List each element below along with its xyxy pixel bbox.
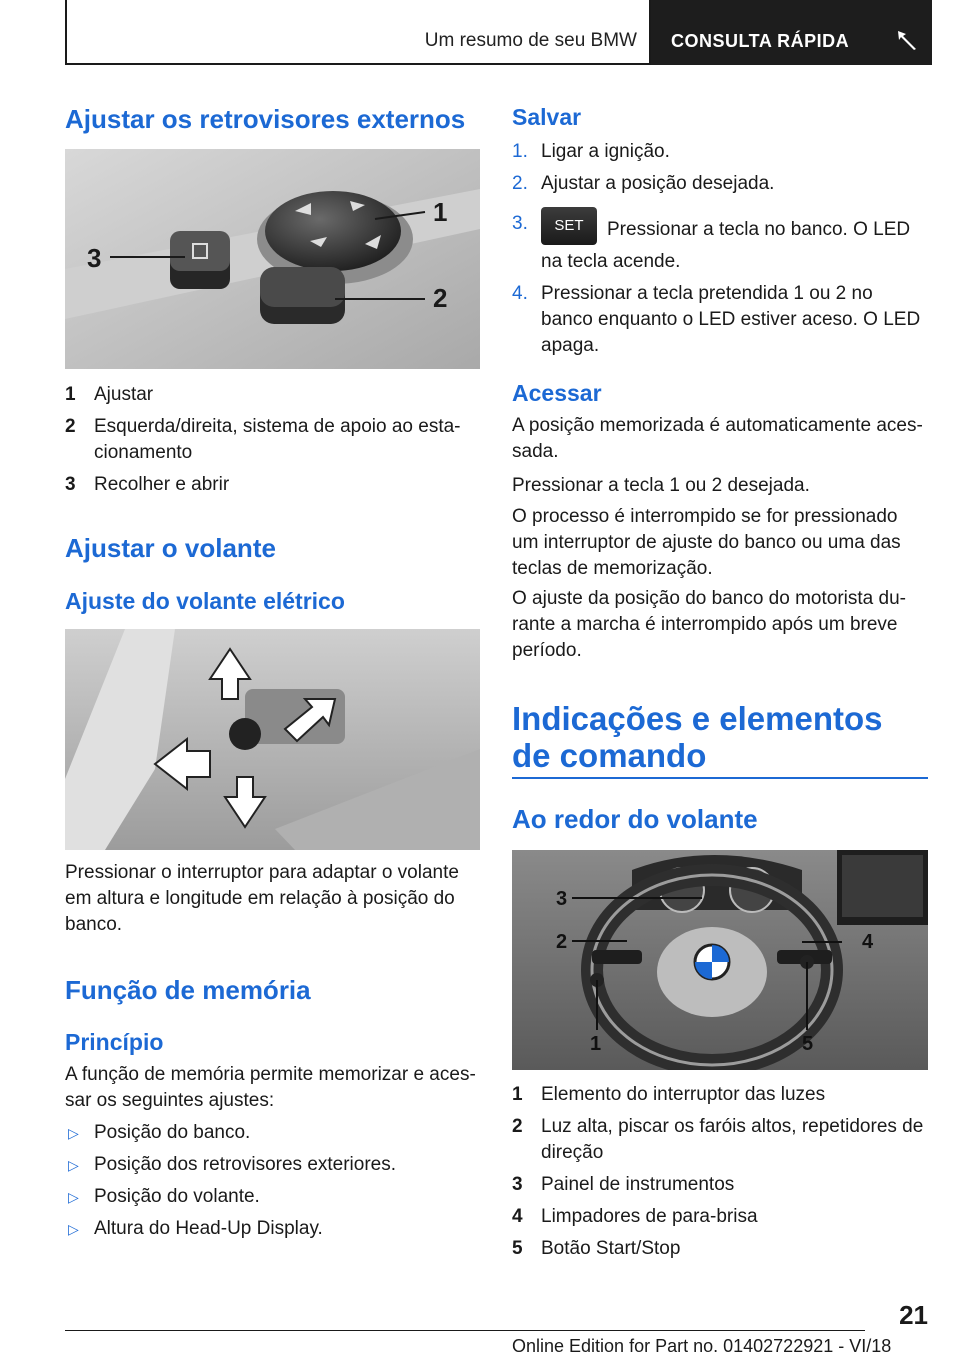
callout-1: 1 <box>433 197 448 227</box>
wheel-description: Pressionar o interruptor para adaptar o volante em altura e longitude em relação à posição do banco. <box>65 862 459 935</box>
cockpit-photo <box>512 850 928 1070</box>
callout-1: 1 <box>590 1033 602 1055</box>
list-item: 2 Esquerda/direita, sistema de apoio ao esta- cionamento <box>65 416 461 463</box>
page-number: 21 <box>899 1300 928 1330</box>
list-item: ▷ Posição do volante. <box>65 1184 480 1210</box>
memory-heading: Função de memória <box>65 975 311 1005</box>
access-paragraph: O processo é interrompido se for pressionado um interruptor de ajuste do banco ou uma das teclas de memorização. <box>512 506 901 579</box>
list-item: ▷ Posição do banco. <box>65 1120 480 1146</box>
wheel-subheading: Ajuste do volante elétrico <box>65 588 345 614</box>
controls-legend-list <box>512 1082 928 1268</box>
bullet-triangle-icon: ▷ <box>68 1189 79 1205</box>
set-key-icon: SET <box>541 207 597 245</box>
access-paragraph: O ajuste da posição do banco do motorista du- rante a marcha é interrompido após um breve período. <box>512 588 906 661</box>
heading-divider <box>512 777 928 779</box>
access-paragraph: Pressionar a tecla 1 ou 2 desejada. <box>512 475 810 496</box>
callout-2: 2 <box>556 931 568 953</box>
list-item: 4. Pressionar a tecla pretendida 1 ou 2 no banco enquanto o LED estiver aceso. O LED apaga. <box>512 283 921 356</box>
bullet-triangle-icon: ▷ <box>68 1157 79 1173</box>
header-chapter <box>67 0 651 65</box>
save-heading: Salvar <box>512 104 582 130</box>
chapter-title: Um resumo de seu BMW <box>424 30 637 51</box>
list-item: 2. Ajustar a posição desejada. <box>512 173 775 194</box>
access-paragraph: A posição memorizada é automaticamente aces- sada. <box>512 415 923 462</box>
footer-edition: Online Edition for Part no. 01402722921 - VI/18 <box>512 1336 892 1356</box>
steering-switch-photo <box>65 629 480 850</box>
list-item: 3 Painel de instrumentos <box>512 1174 735 1195</box>
mirror-switch-photo <box>65 149 480 369</box>
mirror-legend-list <box>65 382 480 504</box>
list-item: 1. Ligar a ignição. <box>512 141 670 162</box>
memory-bullet-list <box>65 1120 480 1248</box>
list-item: 3. SET Pressionar a tecla no banco. O LED na tecla acende. <box>512 211 928 275</box>
bullet-triangle-icon: ▷ <box>68 1125 79 1141</box>
callout-3: 3 <box>87 243 102 273</box>
list-item: 2 Luz alta, piscar os faróis altos, repetidores de direção <box>512 1116 924 1163</box>
list-item: 3 Recolher e abrir <box>65 474 230 495</box>
principle-heading: Princípio <box>65 1029 164 1055</box>
callout-3: 3 <box>556 888 568 910</box>
callout-5: 5 <box>802 1033 814 1055</box>
list-item: 5 Botão Start/Stop <box>512 1238 681 1259</box>
principle-text: A função de memória permite memorizar e aces- sar os seguintes ajustes: <box>65 1064 476 1111</box>
mirrors-heading: Ajustar os retrovisores externos <box>65 104 466 134</box>
steering-area-heading: Ao redor do volante <box>512 804 758 834</box>
callout-2: 2 <box>433 283 448 313</box>
bullet-triangle-icon: ▷ <box>68 1221 79 1237</box>
wheel-heading: Ajustar o volante <box>65 533 276 563</box>
section-title: CONSULTA RÁPIDA <box>671 31 850 51</box>
page-header <box>65 0 932 65</box>
list-item: ▷ Altura do Head-Up Display. <box>65 1216 480 1242</box>
callout-4: 4 <box>862 931 874 953</box>
list-item: ▷ Posição dos retrovisores exteriores. <box>65 1152 480 1178</box>
footer-divider <box>65 1330 865 1331</box>
save-steps-list <box>512 139 928 359</box>
list-item: 4 Limpadores de para-brisa <box>512 1206 758 1227</box>
quick-reference-icon <box>896 29 918 51</box>
list-item: 1 Ajustar <box>65 384 154 405</box>
header-section-tab <box>651 0 932 65</box>
list-item: 1 Elemento do interruptor das luzes <box>512 1084 826 1105</box>
controls-heading: Indicações e elementos de comando <box>512 700 883 774</box>
access-heading: Acessar <box>512 380 602 406</box>
